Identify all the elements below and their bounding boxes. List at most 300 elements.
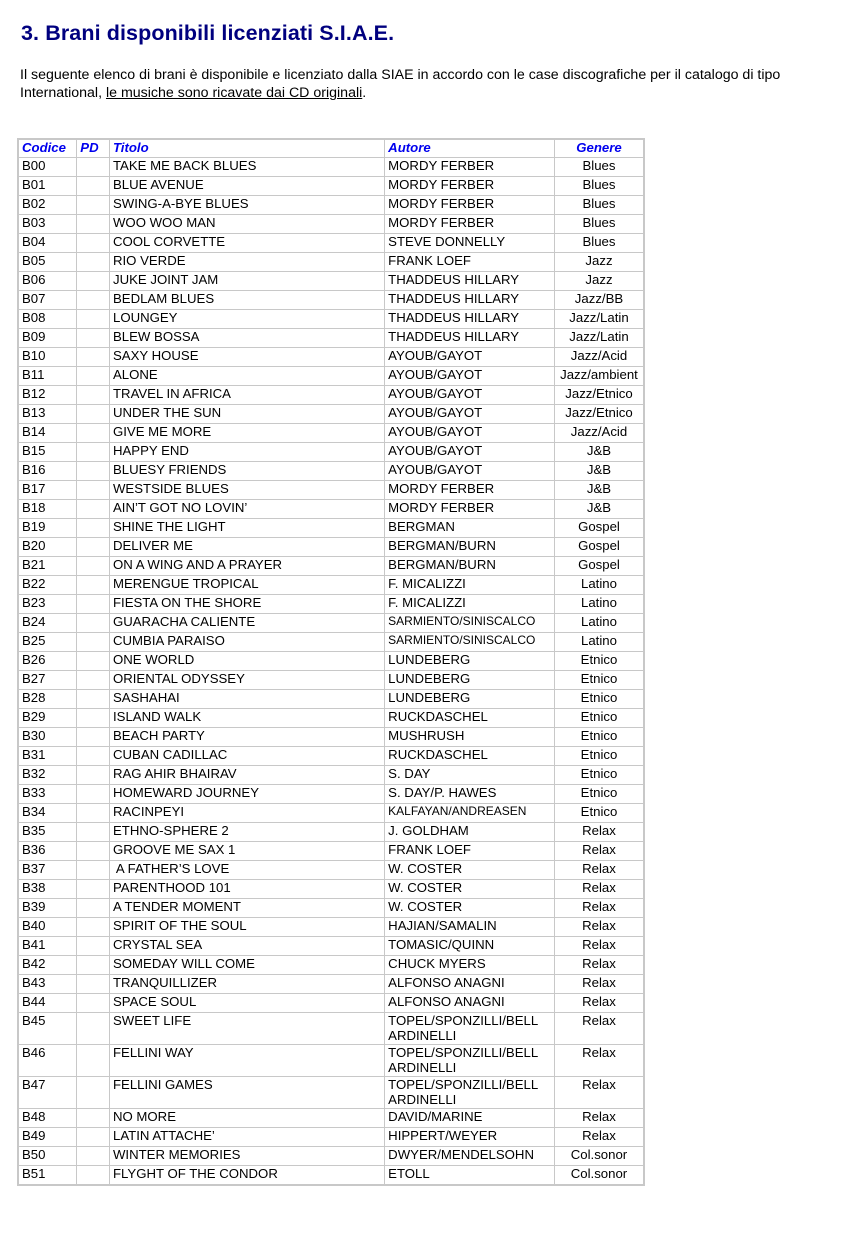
cell-pd bbox=[77, 595, 109, 613]
cell-autore: W. COSTER bbox=[385, 880, 554, 898]
cell-autore: MORDY FERBER bbox=[385, 196, 554, 214]
cell-autore: SARMIENTO/SINISCALCO bbox=[385, 633, 554, 651]
cell-pd bbox=[77, 633, 109, 651]
table-row bbox=[19, 538, 643, 556]
cell-genere: Jazz/BB bbox=[555, 291, 643, 309]
header-pd: PD bbox=[77, 140, 109, 157]
cell-autore: AYOUB/GAYOT bbox=[385, 386, 554, 404]
intro-underlined-text: le musiche sono ricavate dai CD originali bbox=[105, 85, 363, 101]
cell-titolo: ONE WORLD bbox=[110, 652, 384, 670]
cell-codice: B04 bbox=[19, 234, 76, 252]
cell-codice: B43 bbox=[19, 975, 76, 993]
cell-codice: B06 bbox=[19, 272, 76, 290]
cell-pd bbox=[77, 766, 109, 784]
cell-codice: B45 bbox=[19, 1013, 76, 1044]
cell-autore: KALFAYAN/ANDREASEN bbox=[385, 804, 554, 822]
table-row bbox=[19, 424, 643, 442]
cell-pd bbox=[77, 158, 109, 176]
cell-codice: B23 bbox=[19, 595, 76, 613]
cell-genere: Relax bbox=[555, 842, 643, 860]
cell-titolo: PARENTHOOD 101 bbox=[110, 880, 384, 898]
cell-codice: B44 bbox=[19, 994, 76, 1012]
table-row bbox=[19, 196, 643, 214]
cell-autore: AYOUB/GAYOT bbox=[385, 443, 554, 461]
cell-codice: B25 bbox=[19, 633, 76, 651]
cell-titolo: ISLAND WALK bbox=[110, 709, 384, 727]
cell-codice: B05 bbox=[19, 253, 76, 271]
table-row bbox=[19, 823, 643, 841]
table-row bbox=[19, 766, 643, 784]
header-genere: Genere bbox=[555, 140, 643, 157]
cell-genere: Relax bbox=[555, 1109, 643, 1127]
cell-genere: Jazz/Etnico bbox=[555, 405, 643, 423]
cell-titolo: SWEET LIFE bbox=[110, 1013, 384, 1044]
cell-genere: Jazz/Latin bbox=[555, 310, 643, 328]
cell-titolo: FLYGHT OF THE CONDOR bbox=[110, 1166, 384, 1184]
cell-pd bbox=[77, 671, 109, 689]
table-row bbox=[19, 462, 643, 480]
table-row bbox=[19, 918, 643, 936]
table-row bbox=[19, 367, 643, 385]
cell-pd bbox=[77, 386, 109, 404]
cell-genere: Relax bbox=[555, 823, 643, 841]
cell-genere: J&B bbox=[555, 443, 643, 461]
cell-codice: B26 bbox=[19, 652, 76, 670]
cell-autore: LUNDEBERG bbox=[385, 652, 554, 670]
cell-pd bbox=[77, 614, 109, 632]
cell-autore: THADDEUS HILLARY bbox=[385, 310, 554, 328]
cell-codice: B33 bbox=[19, 785, 76, 803]
cell-pd bbox=[77, 557, 109, 575]
cell-codice: B49 bbox=[19, 1128, 76, 1146]
cell-codice: B20 bbox=[19, 538, 76, 556]
cell-genere: Relax bbox=[555, 1045, 643, 1076]
cell-codice: B24 bbox=[19, 614, 76, 632]
cell-codice: B02 bbox=[19, 196, 76, 214]
cell-pd bbox=[77, 747, 109, 765]
cell-autore: TOPEL/SPONZILLI/BELL ARDINELLI bbox=[385, 1045, 554, 1076]
table-row bbox=[19, 994, 643, 1012]
cell-autore: STEVE DONNELLY bbox=[385, 234, 554, 252]
cell-pd bbox=[77, 1013, 109, 1044]
cell-genere: Blues bbox=[555, 215, 643, 233]
cell-pd bbox=[77, 785, 109, 803]
cell-autore: MORDY FERBER bbox=[385, 158, 554, 176]
cell-genere: Etnico bbox=[555, 804, 643, 822]
cell-codice: B32 bbox=[19, 766, 76, 784]
cell-genere: Jazz/Acid bbox=[555, 348, 643, 366]
table-row bbox=[19, 595, 643, 613]
cell-codice: B34 bbox=[19, 804, 76, 822]
cell-autore: AYOUB/GAYOT bbox=[385, 462, 554, 480]
cell-titolo: A FATHER’S LOVE bbox=[110, 861, 384, 879]
cell-genere: Etnico bbox=[555, 709, 643, 727]
cell-titolo: FELLINI WAY bbox=[110, 1045, 384, 1076]
cell-titolo: WOO WOO MAN bbox=[110, 215, 384, 233]
table-row bbox=[19, 880, 643, 898]
cell-pd bbox=[77, 975, 109, 993]
table-row bbox=[19, 177, 643, 195]
cell-pd bbox=[77, 1166, 109, 1184]
cell-genere: Relax bbox=[555, 1013, 643, 1044]
cell-codice: B01 bbox=[19, 177, 76, 195]
cell-autore: LUNDEBERG bbox=[385, 671, 554, 689]
cell-autore: F. MICALIZZI bbox=[385, 576, 554, 594]
table-row bbox=[19, 443, 643, 461]
cell-codice: B36 bbox=[19, 842, 76, 860]
cell-codice: B39 bbox=[19, 899, 76, 917]
cell-autore: THADDEUS HILLARY bbox=[385, 329, 554, 347]
cell-codice: B03 bbox=[19, 215, 76, 233]
cell-pd bbox=[77, 234, 109, 252]
cell-autore: HIPPERT/WEYER bbox=[385, 1128, 554, 1146]
table-row bbox=[19, 614, 643, 632]
cell-titolo: UNDER THE SUN bbox=[110, 405, 384, 423]
table-row bbox=[19, 728, 643, 746]
cell-titolo: CUMBIA PARAISO bbox=[110, 633, 384, 651]
cell-genere: J&B bbox=[555, 481, 643, 499]
cell-pd bbox=[77, 519, 109, 537]
cell-autore: RUCKDASCHEL bbox=[385, 747, 554, 765]
cell-genere: J&B bbox=[555, 462, 643, 480]
cell-autore: THADDEUS HILLARY bbox=[385, 272, 554, 290]
table-row bbox=[19, 633, 643, 651]
cell-codice: B17 bbox=[19, 481, 76, 499]
cell-pd bbox=[77, 1077, 109, 1108]
cell-pd bbox=[77, 1147, 109, 1165]
table-row bbox=[19, 557, 643, 575]
cell-autore: W. COSTER bbox=[385, 899, 554, 917]
table-row bbox=[19, 804, 643, 822]
cell-titolo: SHINE THE LIGHT bbox=[110, 519, 384, 537]
cell-pd bbox=[77, 196, 109, 214]
cell-pd bbox=[77, 880, 109, 898]
table-row bbox=[19, 234, 643, 252]
cell-genere: Latino bbox=[555, 576, 643, 594]
cell-pd bbox=[77, 1128, 109, 1146]
cell-codice: B37 bbox=[19, 861, 76, 879]
cell-autore: J. GOLDHAM bbox=[385, 823, 554, 841]
cell-titolo: MERENGUE TROPICAL bbox=[110, 576, 384, 594]
cell-genere: Gospel bbox=[555, 538, 643, 556]
table-row bbox=[19, 329, 643, 347]
table-row bbox=[19, 1128, 643, 1146]
table-row bbox=[19, 842, 643, 860]
cell-autore: ALFONSO ANAGNI bbox=[385, 994, 554, 1012]
cell-genere: Blues bbox=[555, 177, 643, 195]
cell-codice: B50 bbox=[19, 1147, 76, 1165]
cell-genere: Jazz/Etnico bbox=[555, 386, 643, 404]
intro-paragraph bbox=[20, 66, 850, 102]
intro-text: Il seguente elenco di brani è disponibile e licenziato dalla SIAE in accordo con le case discografiche per il catalogo di tipo International, bbox=[20, 67, 781, 101]
table-row bbox=[19, 500, 643, 518]
cell-pd bbox=[77, 367, 109, 385]
cell-pd bbox=[77, 1109, 109, 1127]
cell-pd bbox=[77, 329, 109, 347]
cell-autore: BERGMAN/BURN bbox=[385, 538, 554, 556]
table-row bbox=[19, 1147, 643, 1165]
cell-pd bbox=[77, 177, 109, 195]
cell-titolo: HAPPY END bbox=[110, 443, 384, 461]
cell-pd bbox=[77, 709, 109, 727]
table-row bbox=[19, 576, 643, 594]
cell-titolo: LOUNGEY bbox=[110, 310, 384, 328]
cell-codice: B07 bbox=[19, 291, 76, 309]
cell-pd bbox=[77, 652, 109, 670]
cell-autore: S. DAY/P. HAWES bbox=[385, 785, 554, 803]
cell-autore: SARMIENTO/SINISCALCO bbox=[385, 614, 554, 632]
cell-titolo: RIO VERDE bbox=[110, 253, 384, 271]
cell-autore: TOMASIC/QUINN bbox=[385, 937, 554, 955]
cell-genere: Jazz/Acid bbox=[555, 424, 643, 442]
header-titolo: Titolo bbox=[110, 140, 384, 157]
cell-codice: B12 bbox=[19, 386, 76, 404]
cell-codice: B31 bbox=[19, 747, 76, 765]
cell-titolo: BLUE AVENUE bbox=[110, 177, 384, 195]
cell-pd bbox=[77, 253, 109, 271]
table-row bbox=[19, 1109, 643, 1127]
table-row bbox=[19, 1077, 643, 1108]
cell-autore: CHUCK MYERS bbox=[385, 956, 554, 974]
cell-autore: AYOUB/GAYOT bbox=[385, 424, 554, 442]
cell-genere: Gospel bbox=[555, 557, 643, 575]
cell-codice: B30 bbox=[19, 728, 76, 746]
cell-autore: BERGMAN/BURN bbox=[385, 557, 554, 575]
cell-codice: B00 bbox=[19, 158, 76, 176]
cell-codice: B14 bbox=[19, 424, 76, 442]
cell-pd bbox=[77, 500, 109, 518]
cell-codice: B16 bbox=[19, 462, 76, 480]
cell-codice: B40 bbox=[19, 918, 76, 936]
table-row bbox=[19, 291, 643, 309]
cell-autore: FRANK LOEF bbox=[385, 253, 554, 271]
cell-autore: ETOLL bbox=[385, 1166, 554, 1184]
table-row bbox=[19, 785, 643, 803]
cell-pd bbox=[77, 310, 109, 328]
cell-codice: B21 bbox=[19, 557, 76, 575]
table-row bbox=[19, 671, 643, 689]
cell-titolo: WESTSIDE BLUES bbox=[110, 481, 384, 499]
cell-titolo: WINTER MEMORIES bbox=[110, 1147, 384, 1165]
cell-codice: B48 bbox=[19, 1109, 76, 1127]
cell-genere: Col.sonor bbox=[555, 1166, 643, 1184]
cell-codice: B18 bbox=[19, 500, 76, 518]
cell-codice: B09 bbox=[19, 329, 76, 347]
cell-autore: MORDY FERBER bbox=[385, 177, 554, 195]
cell-titolo: SPACE SOUL bbox=[110, 994, 384, 1012]
cell-autore: MORDY FERBER bbox=[385, 481, 554, 499]
cell-pd bbox=[77, 918, 109, 936]
cell-titolo: RACINPEYI bbox=[110, 804, 384, 822]
cell-genere: Relax bbox=[555, 975, 643, 993]
cell-genere: Etnico bbox=[555, 671, 643, 689]
table-row bbox=[19, 975, 643, 993]
cell-titolo: DELIVER ME bbox=[110, 538, 384, 556]
table-row bbox=[19, 690, 643, 708]
cell-titolo: RAG AHIR BHAIRAV bbox=[110, 766, 384, 784]
cell-autore: MORDY FERBER bbox=[385, 500, 554, 518]
header-codice: Codice bbox=[19, 140, 76, 157]
cell-titolo: NO MORE bbox=[110, 1109, 384, 1127]
cell-codice: B41 bbox=[19, 937, 76, 955]
cell-pd bbox=[77, 994, 109, 1012]
cell-genere: Blues bbox=[555, 158, 643, 176]
cell-autore: S. DAY bbox=[385, 766, 554, 784]
cell-titolo: ORIENTAL ODYSSEY bbox=[110, 671, 384, 689]
cell-codice: B47 bbox=[19, 1077, 76, 1108]
cell-genere: Relax bbox=[555, 1077, 643, 1108]
cell-pd bbox=[77, 956, 109, 974]
cell-codice: B15 bbox=[19, 443, 76, 461]
cell-genere: Relax bbox=[555, 918, 643, 936]
cell-codice: B51 bbox=[19, 1166, 76, 1184]
table-row bbox=[19, 652, 643, 670]
cell-genere: Etnico bbox=[555, 690, 643, 708]
cell-titolo: LATIN ATTACHE’ bbox=[110, 1128, 384, 1146]
cell-titolo: GIVE ME MORE bbox=[110, 424, 384, 442]
cell-genere: Latino bbox=[555, 595, 643, 613]
cell-titolo: FELLINI GAMES bbox=[110, 1077, 384, 1108]
cell-titolo: TRAVEL IN AFRICA bbox=[110, 386, 384, 404]
table-row bbox=[19, 956, 643, 974]
table-row bbox=[19, 899, 643, 917]
cell-titolo: ALONE bbox=[110, 367, 384, 385]
table-row bbox=[19, 215, 643, 233]
cell-genere: J&B bbox=[555, 500, 643, 518]
cell-titolo: A TENDER MOMENT bbox=[110, 899, 384, 917]
cell-genere: Jazz/Latin bbox=[555, 329, 643, 347]
table-row bbox=[19, 937, 643, 955]
cell-codice: B29 bbox=[19, 709, 76, 727]
table-header-row bbox=[19, 140, 643, 157]
table-row bbox=[19, 253, 643, 271]
cell-titolo: SAXY HOUSE bbox=[110, 348, 384, 366]
cell-titolo: SWING-A-BYE BLUES bbox=[110, 196, 384, 214]
cell-pd bbox=[77, 538, 109, 556]
cell-pd bbox=[77, 1045, 109, 1076]
section-heading: 3. Brani disponibili licenziati S.I.A.E. bbox=[21, 21, 395, 45]
cell-autore: LUNDEBERG bbox=[385, 690, 554, 708]
cell-genere: Latino bbox=[555, 633, 643, 651]
cell-titolo: SASHAHAI bbox=[110, 690, 384, 708]
cell-titolo: HOMEWARD JOURNEY bbox=[110, 785, 384, 803]
cell-genere: Latino bbox=[555, 614, 643, 632]
table-row bbox=[19, 1166, 643, 1184]
cell-codice: B19 bbox=[19, 519, 76, 537]
cell-titolo: GUARACHA CALIENTE bbox=[110, 614, 384, 632]
cell-pd bbox=[77, 823, 109, 841]
cell-genere: Relax bbox=[555, 861, 643, 879]
cell-titolo: AIN’T GOT NO LOVIN’ bbox=[110, 500, 384, 518]
cell-codice: B38 bbox=[19, 880, 76, 898]
table-row bbox=[19, 861, 643, 879]
cell-codice: B13 bbox=[19, 405, 76, 423]
cell-genere: Relax bbox=[555, 1128, 643, 1146]
cell-autore: W. COSTER bbox=[385, 861, 554, 879]
cell-pd bbox=[77, 899, 109, 917]
cell-codice: B10 bbox=[19, 348, 76, 366]
cell-pd bbox=[77, 272, 109, 290]
header-autore: Autore bbox=[385, 140, 554, 157]
cell-autore: DWYER/MENDELSOHN bbox=[385, 1147, 554, 1165]
cell-autore: MUSHRUSH bbox=[385, 728, 554, 746]
cell-codice: B11 bbox=[19, 367, 76, 385]
cell-codice: B46 bbox=[19, 1045, 76, 1076]
cell-titolo: BEACH PARTY bbox=[110, 728, 384, 746]
cell-autore: FRANK LOEF bbox=[385, 842, 554, 860]
cell-genere: Etnico bbox=[555, 728, 643, 746]
cell-titolo: SOMEDAY WILL COME bbox=[110, 956, 384, 974]
cell-genere: Jazz/ambient bbox=[555, 367, 643, 385]
cell-genere: Etnico bbox=[555, 652, 643, 670]
cell-pd bbox=[77, 215, 109, 233]
cell-codice: B35 bbox=[19, 823, 76, 841]
cell-genere: Col.sonor bbox=[555, 1147, 643, 1165]
cell-autore: TOPEL/SPONZILLI/BELL ARDINELLI bbox=[385, 1013, 554, 1044]
cell-pd bbox=[77, 481, 109, 499]
cell-codice: B22 bbox=[19, 576, 76, 594]
cell-genere: Relax bbox=[555, 899, 643, 917]
cell-codice: B42 bbox=[19, 956, 76, 974]
table-row bbox=[19, 1013, 643, 1044]
cell-pd bbox=[77, 424, 109, 442]
cell-pd bbox=[77, 462, 109, 480]
cell-autore: TOPEL/SPONZILLI/BELL ARDINELLI bbox=[385, 1077, 554, 1108]
cell-codice: B08 bbox=[19, 310, 76, 328]
cell-genere: Gospel bbox=[555, 519, 643, 537]
cell-genere: Jazz bbox=[555, 253, 643, 271]
cell-pd bbox=[77, 291, 109, 309]
table-row bbox=[19, 405, 643, 423]
cell-pd bbox=[77, 443, 109, 461]
cell-codice: B28 bbox=[19, 690, 76, 708]
cell-autore: ALFONSO ANAGNI bbox=[385, 975, 554, 993]
cell-genere: Etnico bbox=[555, 747, 643, 765]
cell-pd bbox=[77, 804, 109, 822]
cell-autore: HAJIAN/SAMALIN bbox=[385, 918, 554, 936]
cell-titolo: GROOVE ME SAX 1 bbox=[110, 842, 384, 860]
cell-pd bbox=[77, 937, 109, 955]
cell-autore: RUCKDASCHEL bbox=[385, 709, 554, 727]
cell-titolo: FIESTA ON THE SHORE bbox=[110, 595, 384, 613]
cell-pd bbox=[77, 348, 109, 366]
cell-titolo: ON A WING AND A PRAYER bbox=[110, 557, 384, 575]
cell-genere: Relax bbox=[555, 956, 643, 974]
cell-codice: B27 bbox=[19, 671, 76, 689]
cell-autore: THADDEUS HILLARY bbox=[385, 291, 554, 309]
cell-genere: Relax bbox=[555, 880, 643, 898]
cell-titolo: ETHNO-SPHERE 2 bbox=[110, 823, 384, 841]
cell-titolo: TRANQUILLIZER bbox=[110, 975, 384, 993]
cell-autore: BERGMAN bbox=[385, 519, 554, 537]
cell-pd bbox=[77, 728, 109, 746]
cell-genere: Blues bbox=[555, 234, 643, 252]
cell-autore: AYOUB/GAYOT bbox=[385, 348, 554, 366]
cell-pd bbox=[77, 690, 109, 708]
table-row bbox=[19, 481, 643, 499]
table-row bbox=[19, 348, 643, 366]
cell-autore: F. MICALIZZI bbox=[385, 595, 554, 613]
table-row bbox=[19, 747, 643, 765]
cell-pd bbox=[77, 842, 109, 860]
cell-pd bbox=[77, 405, 109, 423]
table-row bbox=[19, 519, 643, 537]
cell-titolo: JUKE JOINT JAM bbox=[110, 272, 384, 290]
table-body bbox=[19, 158, 643, 1184]
cell-titolo: TAKE ME BACK BLUES bbox=[110, 158, 384, 176]
cell-titolo: COOL CORVETTE bbox=[110, 234, 384, 252]
cell-pd bbox=[77, 861, 109, 879]
